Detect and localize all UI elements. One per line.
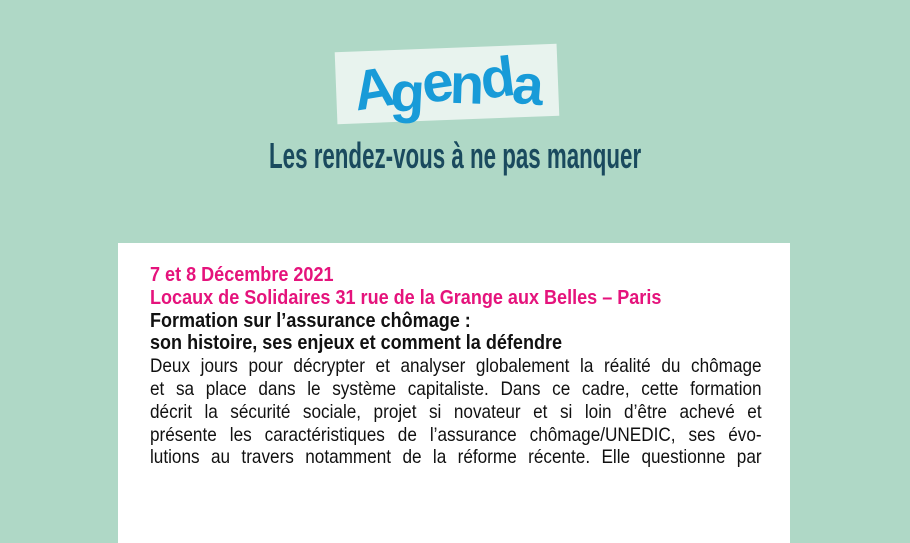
title-letter: g [388,59,424,125]
subtitle-row [0,135,910,176]
agenda-title [348,44,543,125]
agenda-title-box [335,44,560,124]
title-letter: e [417,48,455,116]
event-title-line-1: Formation sur l’assurance chômage : [150,308,471,332]
event-title-line-2: son histoire, ses enjeux et comment la défendre [150,331,563,355]
agenda-subtitle: Les rendez-vous à ne pas manquer [268,135,642,176]
description-line: lutions au travers notamment de la réforme récente. Elle questionne par [150,446,762,469]
event-date: 7 et 8 Décembre 2021 [150,263,334,286]
title-letter: d [476,44,516,111]
event-description [150,355,762,469]
title-letter: A [348,54,396,123]
title-letter: n [449,51,483,116]
description-line: et sa place dans le système capitaliste. Dans ce cadre, cette formation [150,377,762,400]
event-card [118,243,790,543]
title-letter: a [509,51,543,117]
event-card-content [150,264,762,469]
event-location: Locaux de Solidaires 31 rue de la Grange aux Belles – Paris [150,285,662,309]
description-line: Deux jours pour décrypter et analyser globalement la réalité du chômage [150,355,762,378]
description-line: décrit la sécurité sociale, projet si novateur et si loin d’être achevé et [150,400,762,423]
description-line: présente les caractéristiques de l’assurance chômage/UNEDIC, ses évo- [150,423,762,446]
